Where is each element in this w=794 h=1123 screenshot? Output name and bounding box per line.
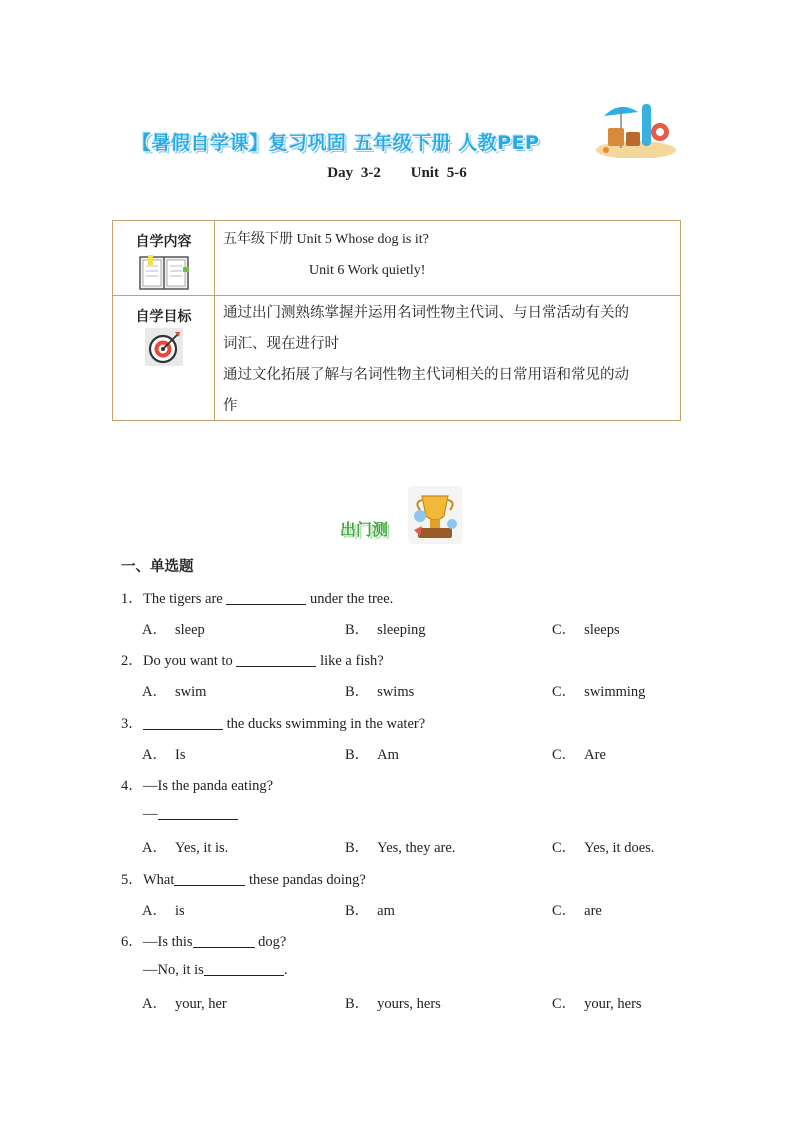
study-content-line1: 五年级下册 Unit 5 Whose dog is it? — [223, 232, 429, 247]
question-3 — [121, 712, 425, 733]
option-text: is — [174, 903, 185, 919]
question-4-option-c[interactable] — [552, 836, 654, 857]
question-3-option-a[interactable] — [142, 743, 185, 764]
option-text: swim — [174, 684, 207, 700]
study-content-label-cell — [113, 221, 215, 295]
question-number: 3． — [121, 716, 143, 732]
exit-test-label: 出门测 — [340, 520, 389, 539]
notebook-icon — [139, 255, 189, 291]
question-1 — [121, 587, 393, 608]
response-text: . — [283, 962, 288, 978]
study-goal-line3: 通过文化拓展了解与名词性物主代词相关的日常用语和常见的动 — [223, 367, 629, 383]
question-text: these pandas doing? — [245, 872, 366, 888]
option-text: Am — [377, 747, 399, 763]
question-number: 2． — [121, 653, 143, 669]
option-letter: C． — [552, 747, 577, 763]
question-1-option-b[interactable] — [345, 618, 426, 639]
option-letter: A． — [142, 903, 167, 919]
response-dash: — — [143, 806, 158, 822]
answer-blank — [236, 652, 316, 667]
option-letter: A． — [142, 684, 167, 700]
unit-range-label: Unit 5-6 — [410, 165, 467, 181]
option-letter: A． — [142, 622, 167, 638]
question-text: The tigers are — [143, 591, 227, 607]
question-number: 1． — [121, 591, 143, 607]
option-text: swimming — [584, 684, 646, 700]
option-text: sleeps — [584, 622, 620, 638]
option-letter: A． — [142, 840, 167, 856]
option-text: swims — [377, 684, 415, 700]
option-text: Yes, it is. — [174, 840, 229, 856]
option-letter: C． — [552, 840, 577, 856]
option-text: sleep — [174, 622, 205, 638]
question-4-option-b[interactable] — [345, 836, 455, 857]
day-label: Day 3-2 — [327, 165, 381, 181]
option-text: your, hers — [584, 996, 642, 1012]
question-text: like a fish? — [316, 653, 384, 669]
option-text: Yes, they are. — [377, 840, 456, 856]
target-icon — [145, 328, 183, 366]
answer-blank — [204, 961, 284, 976]
question-6-option-c[interactable] — [552, 992, 642, 1013]
study-plan-table — [112, 220, 681, 421]
option-text: Are — [584, 747, 606, 763]
question-6-response-line — [143, 961, 287, 979]
option-letter: C． — [552, 996, 577, 1012]
question-5 — [121, 868, 366, 889]
option-text: yours, hers — [377, 996, 441, 1012]
question-text: —Is the panda eating? — [143, 778, 274, 794]
study-goal-line1: 通过出门测熟练掌握并运用名词性物主代词、与日常活动有关的 — [223, 305, 629, 321]
question-4-option-a[interactable] — [142, 836, 228, 857]
question-3-option-c[interactable] — [552, 743, 606, 764]
option-letter: B． — [345, 684, 370, 700]
option-letter: B． — [345, 747, 370, 763]
study-goal-line4: 作 — [223, 398, 238, 414]
question-text: —Is this — [143, 934, 193, 950]
question-number: 5． — [121, 872, 143, 888]
question-5-option-b[interactable] — [345, 899, 395, 920]
study-content-row — [113, 221, 680, 296]
answer-blank — [226, 590, 306, 605]
option-text: your, her — [174, 996, 227, 1012]
question-6-option-a[interactable] — [142, 992, 227, 1013]
question-2-option-b[interactable] — [345, 680, 414, 701]
study-goal-label: 自学目标 — [135, 309, 192, 325]
question-text: What — [143, 872, 175, 888]
question-1-option-c[interactable] — [552, 618, 620, 639]
study-goal-row — [113, 296, 680, 421]
question-number: 4． — [121, 778, 143, 794]
study-goal-label-cell — [113, 296, 215, 421]
section-heading: 一、单选题 — [121, 559, 194, 575]
question-2-option-c[interactable] — [552, 680, 645, 701]
study-content-label: 自学内容 — [135, 234, 192, 250]
option-letter: B． — [345, 840, 370, 856]
option-letter: C． — [552, 903, 577, 919]
option-letter: A． — [142, 747, 167, 763]
option-letter: B． — [345, 903, 370, 919]
question-6 — [121, 930, 286, 951]
response-text: —No, it is — [143, 962, 204, 978]
trophy-icon — [408, 486, 462, 544]
question-6-option-b[interactable] — [345, 992, 441, 1013]
question-4-response-line — [143, 805, 238, 823]
option-letter: A． — [142, 996, 167, 1012]
question-4 — [121, 774, 273, 795]
question-2 — [121, 649, 384, 670]
answer-blank — [174, 871, 245, 886]
question-2-option-a[interactable] — [142, 680, 206, 701]
question-text: dog? — [254, 934, 287, 950]
question-1-option-a[interactable] — [142, 618, 205, 639]
question-number: 6． — [121, 934, 143, 950]
question-text: the ducks swimming in the water? — [223, 716, 426, 732]
option-letter: B． — [345, 996, 370, 1012]
study-content-text — [223, 224, 674, 286]
study-goal-text — [223, 298, 674, 422]
option-text: Is — [174, 747, 186, 763]
option-text: sleeping — [377, 622, 426, 638]
answer-blank — [158, 805, 238, 820]
option-letter: B． — [345, 622, 370, 638]
option-letter: C． — [552, 684, 577, 700]
option-letter: C． — [552, 622, 577, 638]
question-5-option-a[interactable] — [142, 899, 185, 920]
question-text: Do you want to — [143, 653, 237, 669]
answer-blank — [193, 933, 255, 948]
question-text: under the tree. — [306, 591, 394, 607]
option-text: Yes, it does. — [584, 840, 655, 856]
day-unit-subtitle — [0, 165, 794, 182]
study-content-line2: Unit 6 Work quietly! — [309, 263, 426, 278]
beach-vacation-icon — [596, 96, 676, 158]
option-text: are — [584, 903, 602, 919]
study-goal-line2: 词汇、现在进行时 — [223, 336, 339, 352]
page-banner-title: 【暑假自学课】复习巩固 五年级下册 人教PEP — [132, 132, 540, 154]
question-3-option-b[interactable] — [345, 743, 399, 764]
answer-blank — [143, 715, 223, 730]
option-text: am — [377, 903, 395, 919]
question-5-option-c[interactable] — [552, 899, 602, 920]
